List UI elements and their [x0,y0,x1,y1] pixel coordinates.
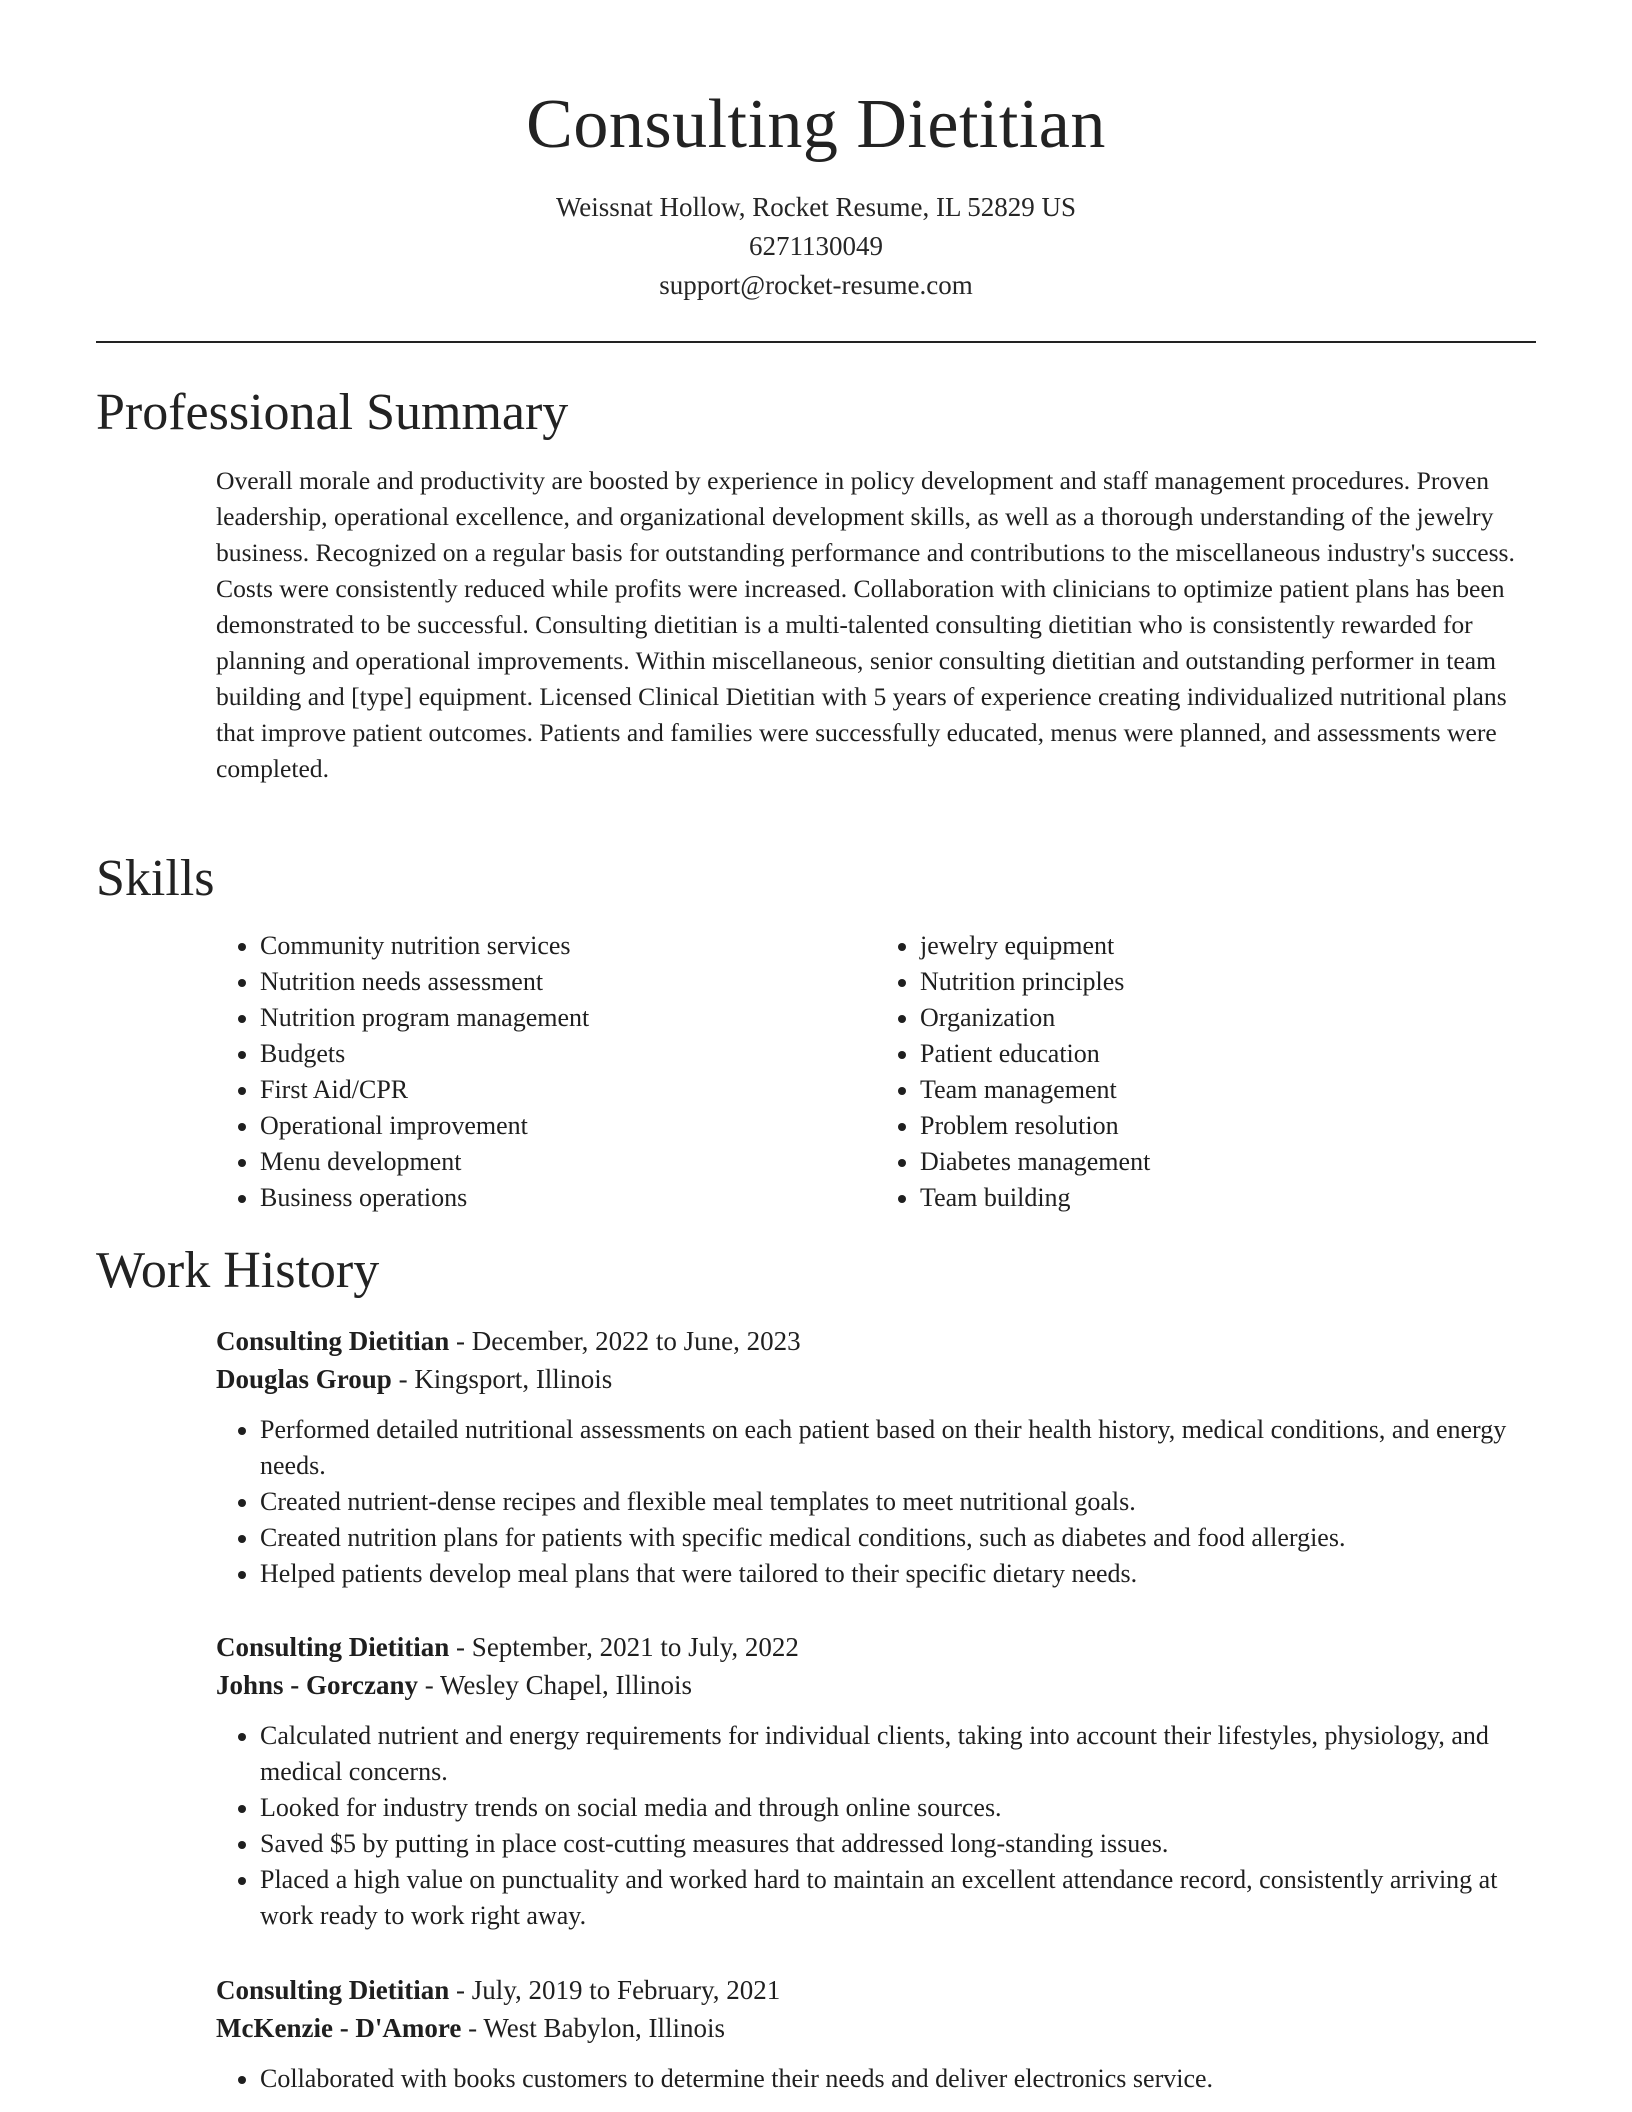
job-entry [216,1971,1536,2097]
job-bullets [216,1412,1536,1592]
job-bullet: • Collaborated with books customers to determine their needs and deliver electronics service. [260,2061,1536,2097]
skill-item: • Nutrition principles [920,964,1536,1000]
skill-item: • Team building [920,1180,1536,1216]
summary-text: Overall morale and productivity are boosted by experience in policy development and staff management procedures. Proven leadership, operational excellence, and organizational development skills, as well as a thorough understanding of the jewelry business. Recognized on a regular basis for outstanding performance and contributions to the miscellaneous industry's success. Costs were consistently reduced while profits were increased. Collaboration with clinicians to optimize patient plans has been demonstrated to be successful. Consulting dietitian is a multi-talented consulting dietitian who is consistently rewarded for planning and operational improvements. Within miscellaneous, senior consulting dietitian and outstanding performer in team building and [type] equipment. Licensed Clinical Dietitian with 5 years of experience creating individualized nutritional plans that improve patient outcomes. Patients and families were successfully educated, menus were planned, and assessments were completed. [216,466,1515,783]
header-divider [96,341,1536,343]
skills-heading: Skills [96,850,215,907]
job-title-line: Consulting Dietitian - September, 2021 to July, 2022 [216,1632,799,1662]
job-dates: September, 2021 to July, 2022 [471,1632,799,1662]
job-location: Kingsport, Illinois [414,1364,613,1394]
candidate-name: Consulting Dietitian [526,86,1106,163]
job-title: Consulting Dietitian [216,1975,450,2005]
skill-item: • Nutrition program management [260,1000,876,1036]
job-title: Consulting Dietitian [216,1632,450,1662]
address: Weissnat Hollow, Rocket Resume, IL 52829 US [555,192,1076,222]
skill-item: • Community nutrition services [260,928,876,964]
skill-item: • Organization [920,1000,1536,1036]
summary-heading: Professional Summary [96,384,569,441]
job-title: Consulting Dietitian [216,1326,450,1356]
skill-item: • First Aid/CPR [260,1072,876,1108]
job-company-line: Johns - Gorczany - Wesley Chapel, Illinois [216,1670,693,1700]
skill-item: • jewelry equipment [920,928,1536,964]
skill-item: • Nutrition needs assessment [260,964,876,1000]
skills-column-left [216,928,876,1216]
job-bullet: • Looked for industry trends on social media and through online sources. [260,1790,1536,1826]
skill-item: • Patient education [920,1036,1536,1072]
job-company-line: Douglas Group - Kingsport, Illinois [216,1364,613,1394]
job-bullet: • Placed a high value on punctuality and worked hard to maintain an excellent attendance record, consistently arriving at work ready to work right away. [260,1862,1536,1934]
job-bullet: • Calculated nutrient and energy requirements for individual clients, taking into account their lifestyles, physiology, and medical concerns. [260,1718,1536,1790]
job-bullet: • Saved $5 by putting in place cost-cutting measures that addressed long-standing issues. [260,1826,1536,1862]
work-history-heading: Work History [96,1242,380,1299]
job-company: Johns - Gorczany [216,1670,419,1700]
job-dates: December, 2022 to June, 2023 [471,1326,801,1356]
skill-item: • Business operations [260,1180,876,1216]
job-bullets [216,1718,1536,1934]
job-entry [216,1628,1536,1934]
job-bullet: • Helped patients develop meal plans that were tailored to their specific dietary needs. [260,1556,1536,1592]
job-entry [216,1322,1536,1592]
job-company: McKenzie - D'Amore [216,2013,462,2043]
job-title-line: Consulting Dietitian - December, 2022 to June, 2023 [216,1326,801,1356]
job-company-line: McKenzie - D'Amore - West Babylon, Illinois [216,2013,725,2043]
job-dates: July, 2019 to February, 2021 [471,1975,781,2005]
skills-list [216,928,1536,1216]
skill-item: • Operational improvement [260,1108,876,1144]
skills-column-right [876,928,1536,1216]
skill-item: • Problem resolution [920,1108,1536,1144]
skill-item: • Diabetes management [920,1144,1536,1180]
job-company: Douglas Group [216,1364,392,1394]
resume-header [96,80,1536,305]
job-location: Wesley Chapel, Illinois [440,1670,693,1700]
job-location: West Babylon, Illinois [483,2013,725,2043]
job-bullet: • Created nutrition plans for patients with specific medical conditions, such as diabetes and food allergies. [260,1520,1536,1556]
skill-item: • Menu development [260,1144,876,1180]
phone: 6271130049 [749,231,883,261]
skill-item: • Budgets [260,1036,876,1072]
skill-item: • Team management [920,1072,1536,1108]
job-bullet: • Performed detailed nutritional assessments on each patient based on their health history, medical conditions, and energy needs. [260,1412,1536,1484]
job-title-line: Consulting Dietitian - July, 2019 to February, 2021 [216,1975,781,2005]
job-bullet: • Created nutrient-dense recipes and flexible meal templates to meet nutritional goals. [260,1484,1536,1520]
job-bullets [216,2061,1536,2097]
email: support@rocket-resume.com [659,270,973,300]
